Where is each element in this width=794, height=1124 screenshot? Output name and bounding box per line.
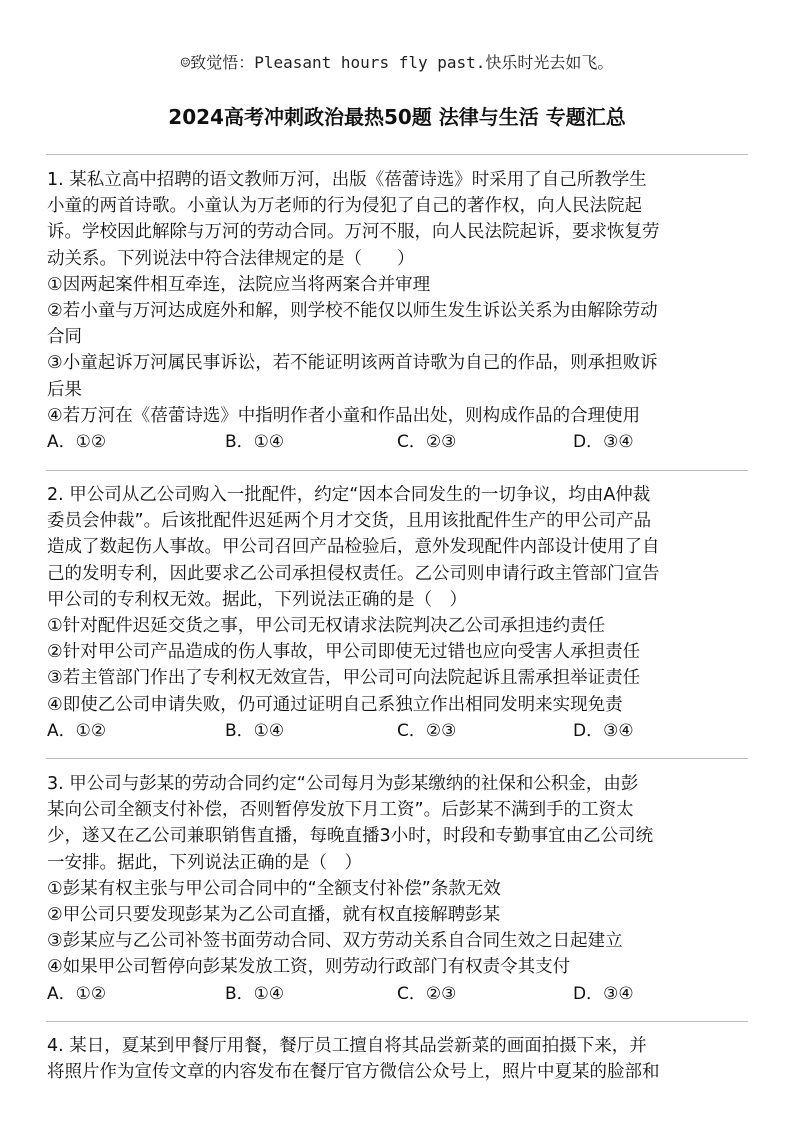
answer-options	[47, 429, 753, 455]
question-item: 后果	[47, 379, 82, 400]
page-header	[0, 50, 794, 73]
question-item: ④若万河在《蓓蕾诗选》中指明作者小童和作品出处，则构成作品的合理使用	[47, 405, 641, 426]
question-stem-line: 少，遂又在乙公司兼职销售直播，每晚直播3小时，时段和专勤事宜由乙公司统	[47, 826, 654, 847]
question-1	[47, 167, 753, 455]
answer-options	[47, 981, 753, 1007]
question-stem-line: 动关系。下列说法中符合法律规定的是（ ）	[47, 248, 415, 269]
question-item: ①针对配件迟延交货之事，甲公司无权请求法院判决乙公司承担违约责任	[47, 616, 606, 637]
question-stem-line: 小童的两首诗歌。小童认为万老师的行为侵犯了自己的著作权，向人民法院起	[47, 196, 642, 217]
question-item: ③小童起诉万河属民事诉讼，若不能证明该两首诗歌为自己的作品，则承担败诉	[47, 353, 658, 374]
question-3	[47, 771, 753, 1007]
option-a[interactable]: A．①②	[47, 432, 107, 453]
option-c[interactable]: C．②③	[397, 432, 457, 453]
option-b[interactable]: B．①④	[225, 432, 285, 453]
question-item: 合同	[47, 327, 82, 348]
question-stem-line: 某向公司全额支付补偿，否则暂停发放下月工资”。后彭某不满到手的工资太	[47, 800, 634, 821]
question-item: ③彭某应与乙公司补签书面劳动合同、双方劳动关系自合同生效之日起建立	[47, 931, 623, 952]
option-a[interactable]: A．①②	[47, 983, 107, 1004]
question-stem-line: 2. 甲公司从乙公司购入一批配件，约定“因本合同发生的一切争议，均由A仲裁	[47, 485, 651, 505]
question-stem-line: 委员会仲裁”。后该批配件迟延两个月才交货，且用该批配件生产的甲公司产品	[47, 511, 652, 532]
question-item: ①因两起案件相互牵连，法院应当将两案合并审理	[47, 274, 431, 295]
divider	[46, 1021, 748, 1022]
question-stem-line: 造成了数起伤人事故。甲公司召回产品检验后，意外发现配件内部设计使用了自	[47, 537, 660, 558]
divider	[46, 154, 748, 155]
question-2	[47, 482, 753, 744]
question-item: ②甲公司只要发现彭某为乙公司直播，就有权直接解聘彭某	[47, 905, 501, 926]
question-stem-line: 甲公司的专利权无效。据此，下列说法正确的是（ ）	[47, 589, 467, 610]
option-a[interactable]: A．①②	[47, 720, 107, 741]
question-stem-line: 将照片作为宣传文章的内容发布在餐厅官方微信公众号上，照片中夏某的脸部和	[47, 1062, 660, 1083]
question-stem-line: 1. 某私立高中招聘的语文教师万河，出版《蓓蕾诗选》时采用了自己所教学生	[47, 170, 647, 190]
divider	[46, 470, 748, 471]
question-stem-line: 3. 甲公司与彭某的劳动合同约定“公司每月为彭某缴纳的社保和公积金，由彭	[47, 774, 639, 794]
header-motto: ☺致觉悟：Pleasant hours fly past.快乐时光去如飞。	[180, 53, 614, 72]
question-stem-line: 诉。学校因此解除与万河的劳动合同。万河不服，向人民法院起诉，要求恢复劳	[47, 222, 660, 243]
question-item: ④如果甲公司暂停向彭某发放工资，则劳动行政部门有权责令其支付	[47, 957, 571, 978]
question-item: ②针对甲公司产品造成的伤人事故，甲公司即使无过错也应向受害人承担责任	[47, 642, 641, 663]
question-4	[47, 1033, 753, 1085]
question-stem-line: 4. 某日，夏某到甲餐厅用餐，餐厅员工擅自将其品尝新菜的画面拍摄下来，并	[47, 1036, 647, 1056]
question-item: ④即使乙公司申请失败，仍可通过证明自己系独立作出相同发明来实现免责	[47, 694, 623, 715]
option-d[interactable]: D．③④	[573, 983, 634, 1004]
page-title: 2024高考冲刺政治最热50题 法律与生活 专题汇总	[168, 105, 626, 129]
question-item: ①彭某有权主张与甲公司合同中的“全额支付补偿”条款无效	[47, 878, 501, 899]
option-c[interactable]: C．②③	[397, 983, 457, 1004]
divider	[46, 758, 748, 759]
option-b[interactable]: B．①④	[225, 720, 285, 741]
question-item: ②若小童与万河达成庭外和解，则学校不能仅以师生发生诉讼关系为由解除劳动	[47, 301, 658, 322]
option-b[interactable]: B．①④	[225, 983, 285, 1004]
answer-options	[47, 718, 753, 744]
question-stem-line: 己的发明专利，因此要求乙公司承担侵权责任。乙公司则申请行政主管部门宣告	[47, 563, 660, 584]
question-item: ③若主管部门作出了专利权无效宣告，甲公司可向法院起诉且需承担举证责任	[47, 668, 641, 689]
question-stem-line: 一安排。据此，下列说法正确的是（ ）	[47, 852, 362, 873]
option-d[interactable]: D．③④	[573, 720, 634, 741]
option-d[interactable]: D．③④	[573, 432, 634, 453]
option-c[interactable]: C．②③	[397, 720, 457, 741]
